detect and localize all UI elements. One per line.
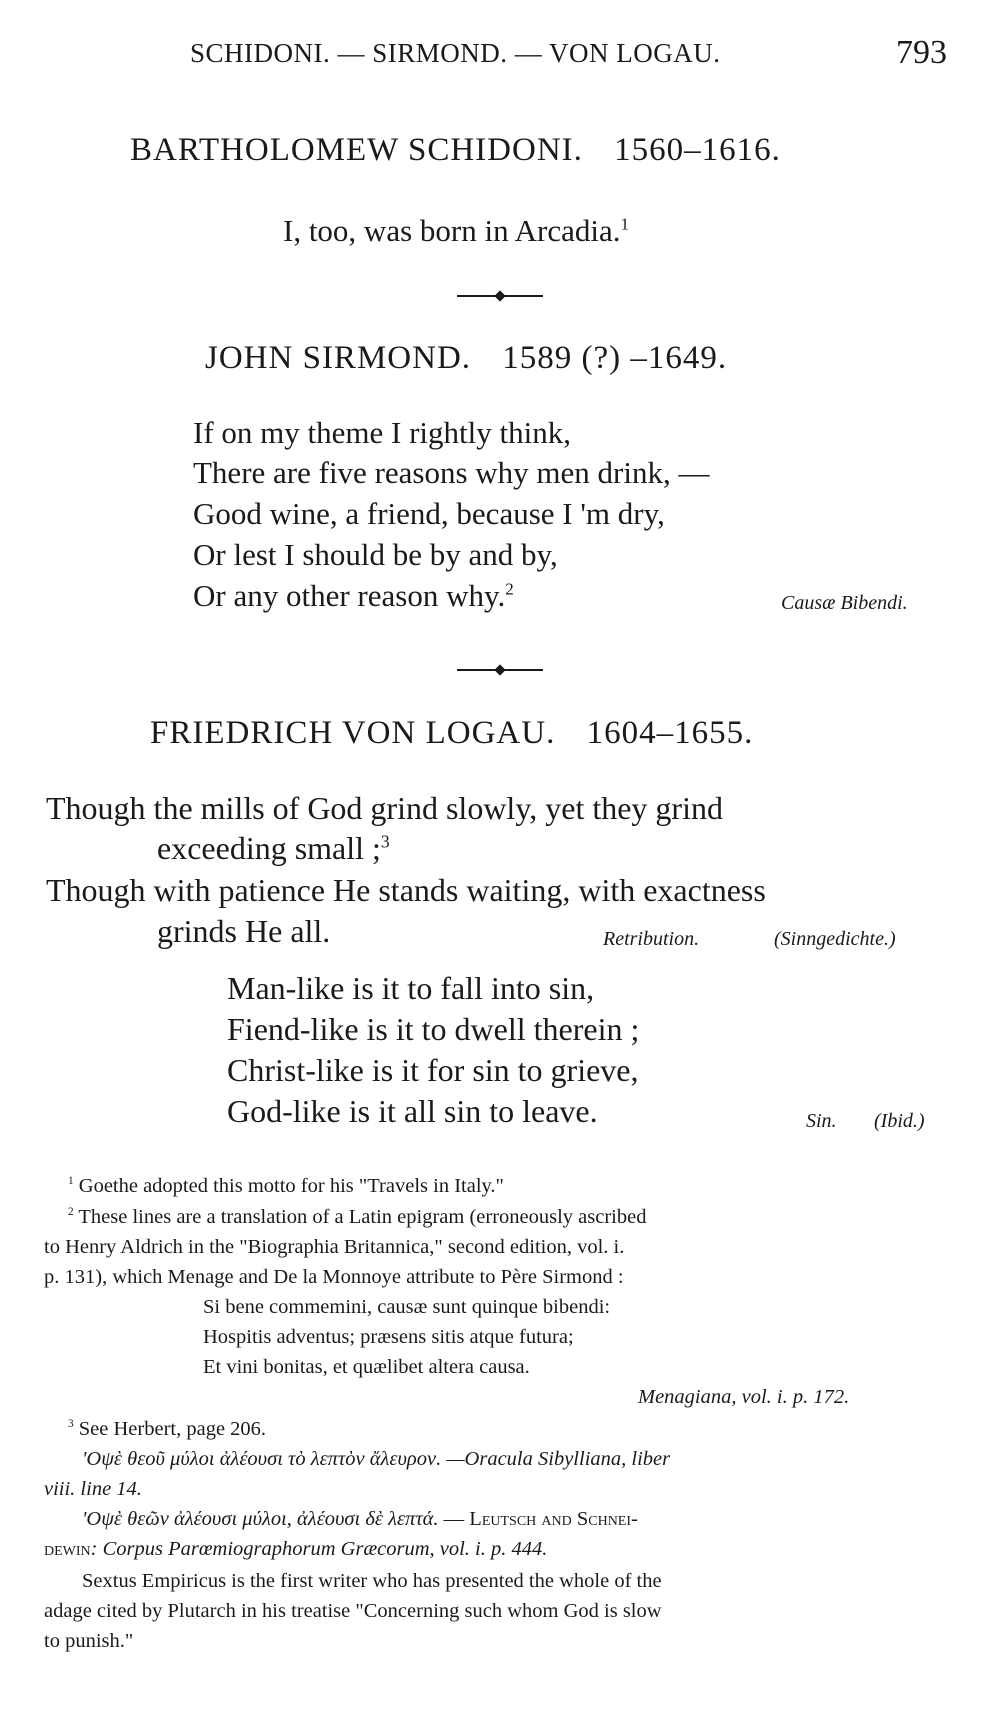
footnote-text: to Henry Aldrich in the "Biographia Britannica," second edition, vol. i.: [44, 1236, 625, 1258]
poem-line-cont: [157, 830, 390, 867]
poem-source-collection: (Sinngedichte.): [774, 928, 896, 950]
author-dates: 1589 (?) –1649.: [502, 340, 728, 376]
poem-line: Though with patience He stands waiting, with exactness: [46, 872, 766, 908]
author-dates: 1604–1655.: [586, 715, 754, 751]
greek-source-cont: [44, 1538, 547, 1561]
poem-line: Or any other reason why.: [193, 578, 506, 613]
poem-line: Good wine, a friend, because I 'm dry,: [193, 496, 665, 531]
quote-arcadia: [283, 213, 629, 249]
footnote-ref: 3: [380, 831, 390, 852]
author-heading-logau: [150, 715, 753, 752]
poem-source-collection: (Ibid.): [874, 1110, 925, 1132]
footnote-source: Menagiana, vol. i. p. 172.: [638, 1386, 850, 1408]
footnote-ref: 2: [505, 579, 514, 599]
footnote-text: p. 131), which Menage and De la Monnoye attribute to Père Sirmond :: [44, 1266, 624, 1288]
greek-source-cont: viii. line 14.: [44, 1478, 142, 1500]
footnote-text: See Herbert, page 206.: [78, 1418, 267, 1440]
quote-text: I, too, was born in Arcadia.: [283, 213, 621, 248]
poem-source: Sin.: [806, 1110, 837, 1132]
author-name: BARTHOLOMEW SCHIDONI.: [130, 132, 583, 168]
greek-source: —Oracula Sibylliana, liber: [446, 1448, 671, 1470]
poem-line: Fiend-like is it to dwell therein ;: [227, 1011, 640, 1047]
poem-line: Man-like is it to fall into sin,: [227, 970, 595, 1006]
poem-line: Or lest I should be by and by,: [193, 537, 558, 572]
footnote-text: adage cited by Plutarch in his treatise "Concerning such whom God is slow: [44, 1600, 662, 1622]
running-head: SCHIDONI. — SIRMOND. — VON LOGAU.: [190, 38, 721, 68]
author-name: JOHN SIRMOND.: [205, 340, 472, 376]
footnote-text: These lines are a translation of a Latin epigram (erroneously ascribed: [78, 1206, 647, 1228]
footnote-3: [68, 1418, 266, 1441]
greek-source-authors-cont: dewin: [44, 1538, 91, 1560]
greek-text: 'Οψὲ θεοῦ μύλοι ἀλέουσι τὸ λεπτὸν ἄλευρον.: [82, 1448, 442, 1470]
poem-line: Christ-like is it for sin to grieve,: [227, 1052, 639, 1088]
footnote-number: 2: [68, 1206, 74, 1219]
author-heading-sirmond: [205, 340, 727, 377]
poem-line-last: [193, 578, 514, 614]
latin-verse-line: Et vini bonitas, et quælibet altera causa.: [203, 1356, 530, 1378]
section-divider: [457, 663, 543, 677]
footnote-ref: 1: [620, 214, 629, 234]
greek-source-authors: — Leutsch and Schnei-: [443, 1508, 638, 1530]
poem-line: God-like is it all sin to leave.: [227, 1093, 598, 1129]
footnote-text: Sextus Empiricus is the first writer who has presented the whole of the: [82, 1570, 662, 1592]
author-heading-schidoni: [130, 132, 781, 169]
poem-line: exceeding small ;: [157, 830, 381, 866]
footnote-1: [68, 1175, 504, 1198]
poem-source: Causæ Bibendi.: [781, 592, 908, 614]
author-name: FRIEDRICH VON LOGAU.: [150, 715, 556, 751]
footnote-number: 3: [68, 1418, 74, 1431]
footnote-2: [68, 1206, 646, 1229]
greek-quote-1: [82, 1448, 670, 1471]
greek-text: 'Οψὲ θεῶν ἀλέουσι μύλοι, ἀλέουσι δὲ λεπτά.: [82, 1508, 439, 1530]
footnote-text: to punish.": [44, 1630, 134, 1652]
poem-line: There are five reasons why men drink, —: [193, 455, 710, 490]
footnote-number: 1: [68, 1175, 74, 1188]
greek-quote-2: [82, 1508, 638, 1531]
poem-line: grinds He all.: [157, 913, 331, 949]
poem-line: If on my theme I rightly think,: [193, 415, 571, 450]
section-divider: [457, 289, 543, 303]
author-dates: 1560–1616.: [614, 132, 781, 168]
page-number: 793: [896, 34, 947, 71]
poem-source: Retribution.: [603, 928, 700, 950]
poem-line: Though the mills of God grind slowly, yet they grind: [46, 790, 723, 826]
latin-verse-line: Hospitis adventus; præsens sitis atque futura;: [203, 1326, 574, 1348]
latin-verse-line: Si bene commemini, causæ sunt quinque bibendi:: [203, 1296, 611, 1318]
greek-source-work: : Corpus Parœmiographorum Græcorum, vol. i. p. 444.: [90, 1538, 548, 1560]
footnote-text: Goethe adopted this motto for his "Travels in Italy.": [78, 1175, 504, 1197]
